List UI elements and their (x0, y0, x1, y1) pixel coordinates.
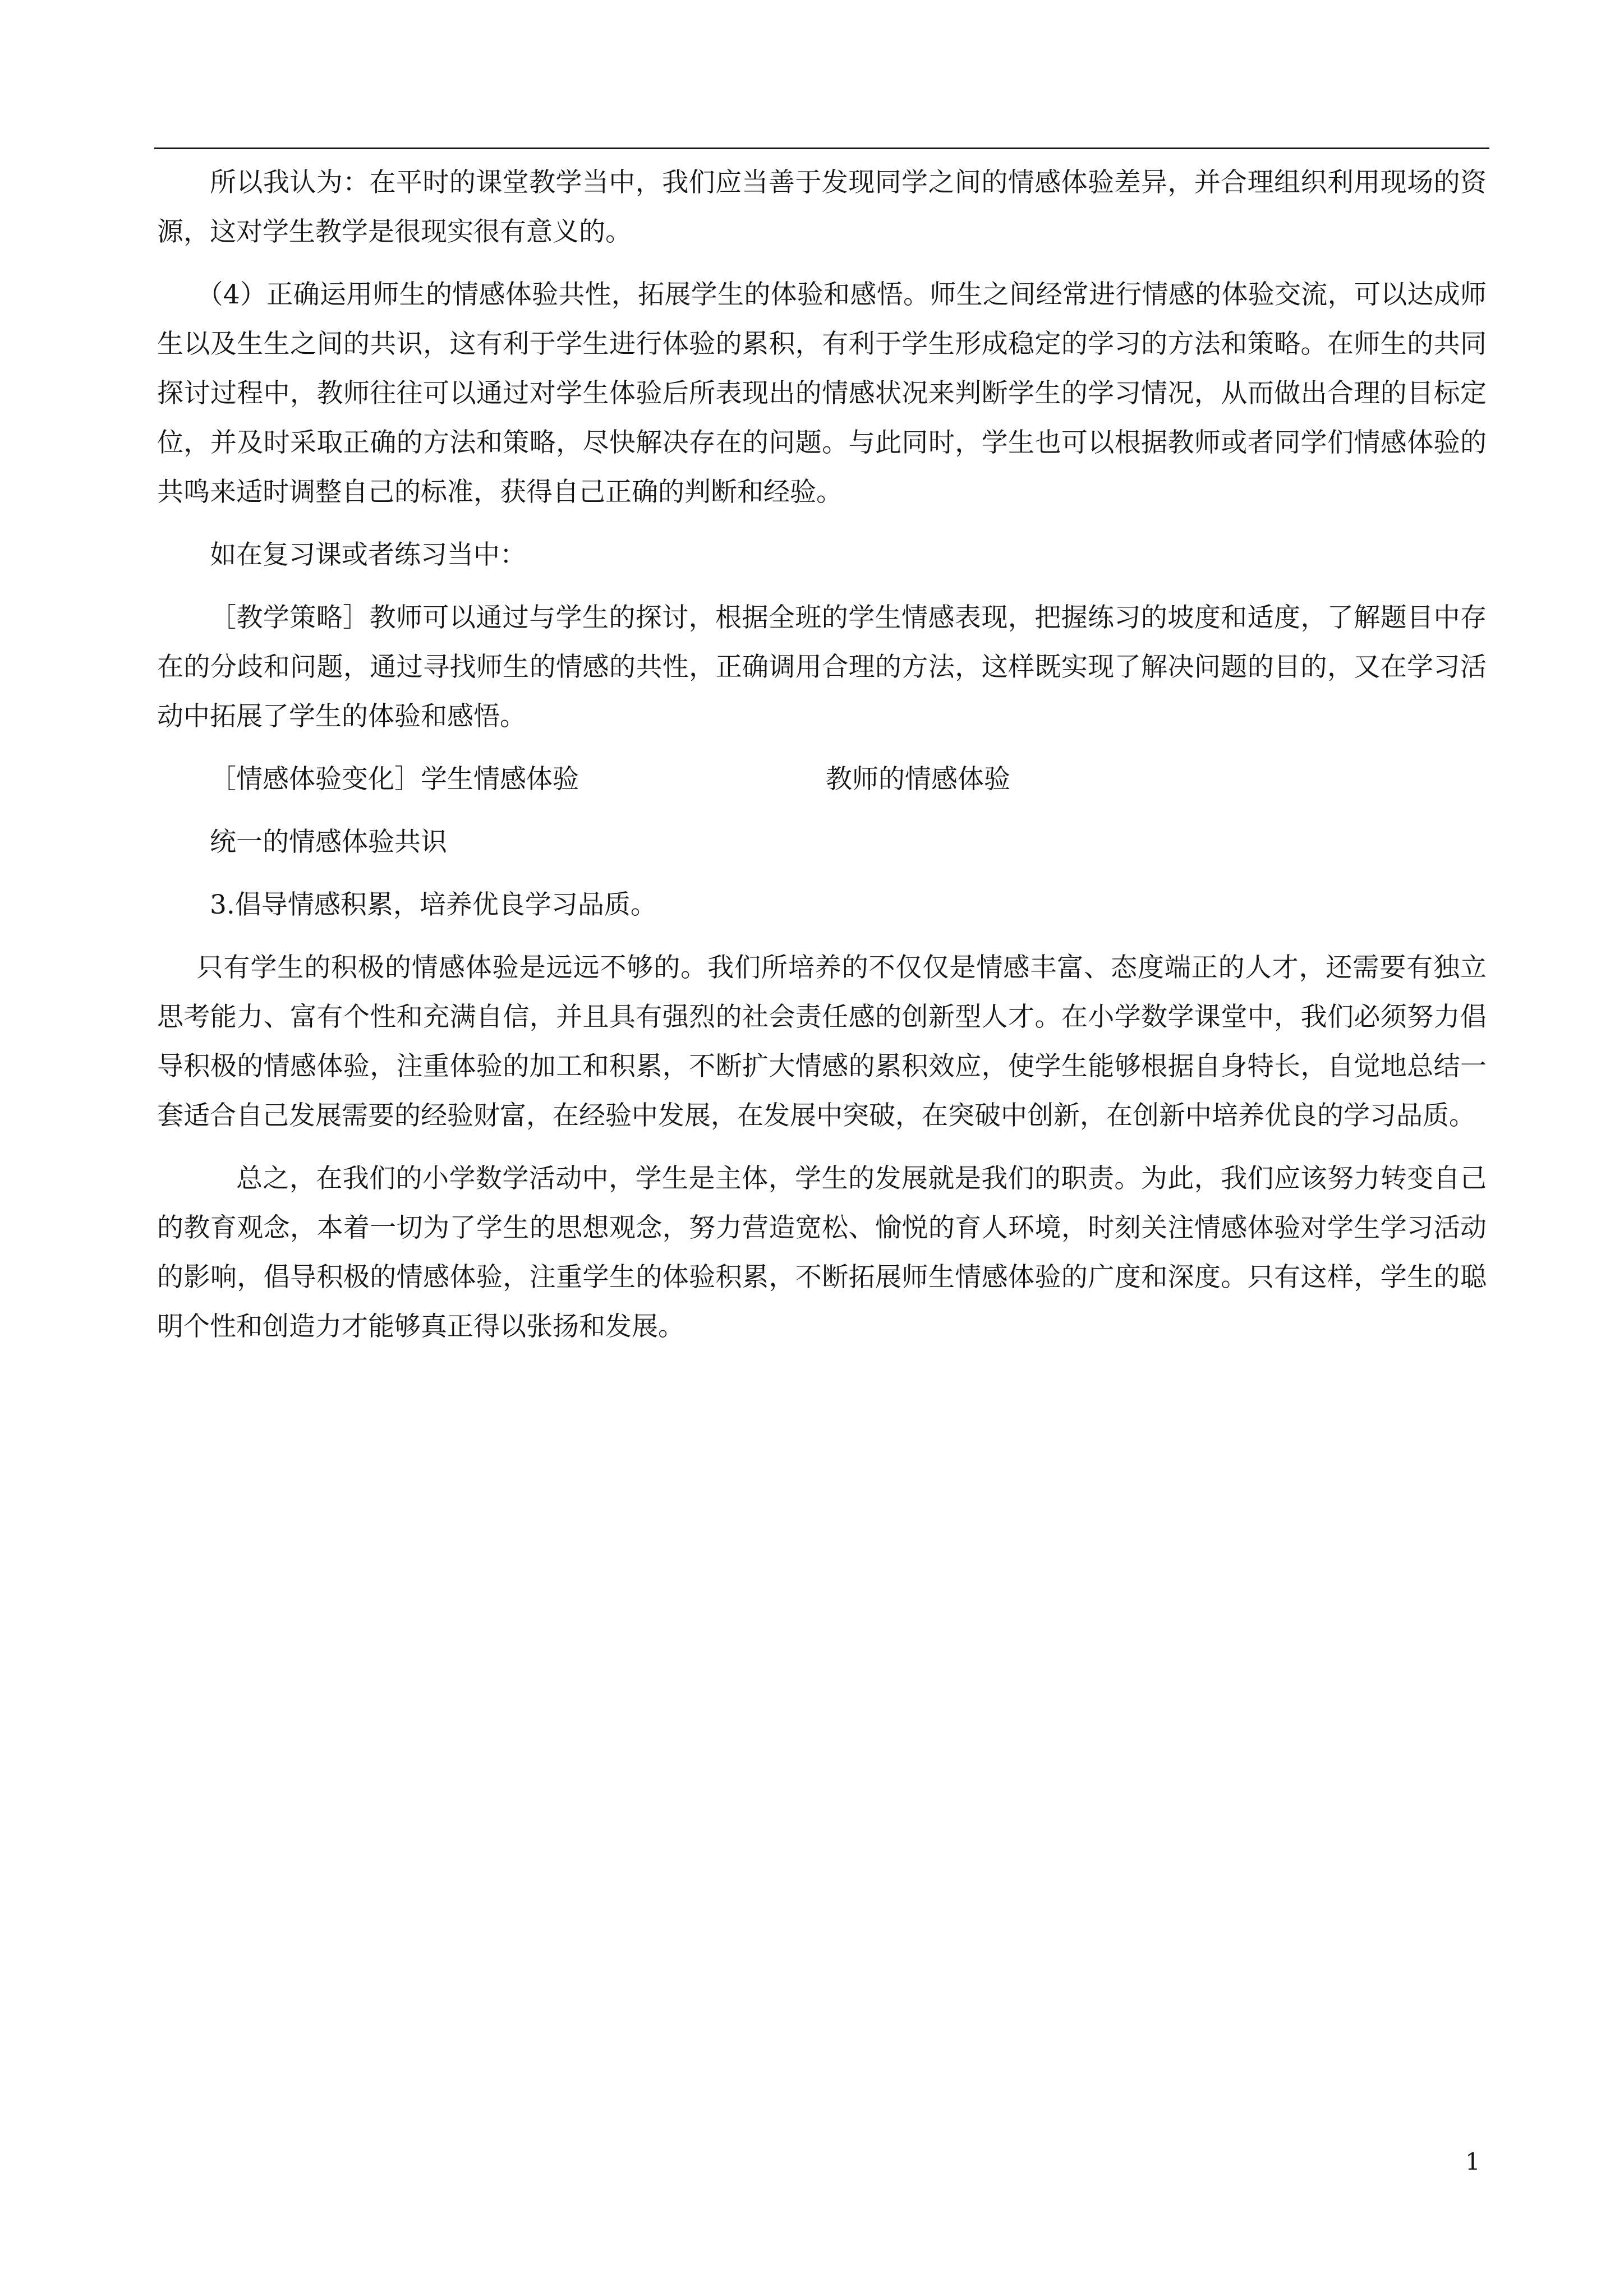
paragraph-summary: 总之，在我们的小学数学活动中，学生是主体，学生的发展就是我们的职责。为此，我们应该努力转变自己的教育观念，本着一切为了学生的思想观念，努力营造宽松、愉悦的育人环境，时刻关注情感体验对学生学习活动的影响，倡导积极的情感体验，注重学生的体验积累，不断拓展师生情感体验的广度和深度。只有这样，学生的聪明个性和创造力才能够真正得以张扬和发展。 (157, 1163, 1487, 1342)
page-number: 1 (1465, 2148, 1480, 2175)
paragraph-conclusion: 所以我认为：在平时的课堂教学当中，我们应当善于发现同学之间的情感体验差异，并合理组织利用现场的资源，这对学生教学是很现实很有意义的。 (157, 167, 1487, 247)
paragraph-accumulation: 只有学生的积极的情感体验是远远不够的。我们所培养的不仅仅是情感丰富、态度端正的人才，还需要有独立思考能力、富有个性和充满自信，并且具有强烈的社会责任感的创新型人才。在小学数学课堂中，我们必须努力倡导积极的情感体验，注重体验的加工和积累，不断扩大情感的累积效应，使学生能够根据自身特长，自觉地总结一套适合自己发展需要的经验财富，在经验中发展，在发展中突破，在突破中创新，在创新中培养优良的学习品质。 (157, 952, 1487, 1131)
emotion-change-line (157, 755, 1487, 804)
document-body (157, 158, 1487, 1365)
section-heading-3: 3.倡导情感积累，培养优良学习品质。 (210, 889, 657, 920)
paragraph-teaching-strategy: ［教学策略］教师可以通过与学生的探讨，根据全班的学生情感表现，把握练习的坡度和适度，了解题目中存在的分歧和问题，通过寻找师生的情感的共性，正确调用合理的方法，这样既实现了解决问题的目的，又在学习活动中拓展了学生的体验和感悟。 (157, 602, 1487, 732)
paragraph-example-intro: 如在复习课或者练习当中： (210, 540, 526, 570)
header-rule (154, 147, 1489, 149)
paragraph-point-4: （4）正确运用师生的情感体验共性，拓展学生的体验和感悟。师生之间经常进行情感的体验交流，可以达成师生以及生生之间的共识，这有利于学生进行体验的累积，有利于学生形成稳定的学习的方法和策略。在师生的共同探讨过程中，教师往往可以通过对学生体验后所表现出的情感状况来判断学生的学习情况，从而做出合理的目标定位，并及时采取正确的方法和策略，尽快解决存在的问题。与此同时，学生也可以根据教师或者同学们情感体验的共鸣来适时调整自己的标准，获得自己正确的判断和经验。 (157, 279, 1487, 508)
unified-consensus-line: 统一的情感体验共识 (210, 827, 447, 857)
emotion-change-teacher: 教师的情感体验 (826, 764, 1010, 795)
emotion-change-student: ［情感体验变化］学生情感体验 (210, 764, 579, 795)
